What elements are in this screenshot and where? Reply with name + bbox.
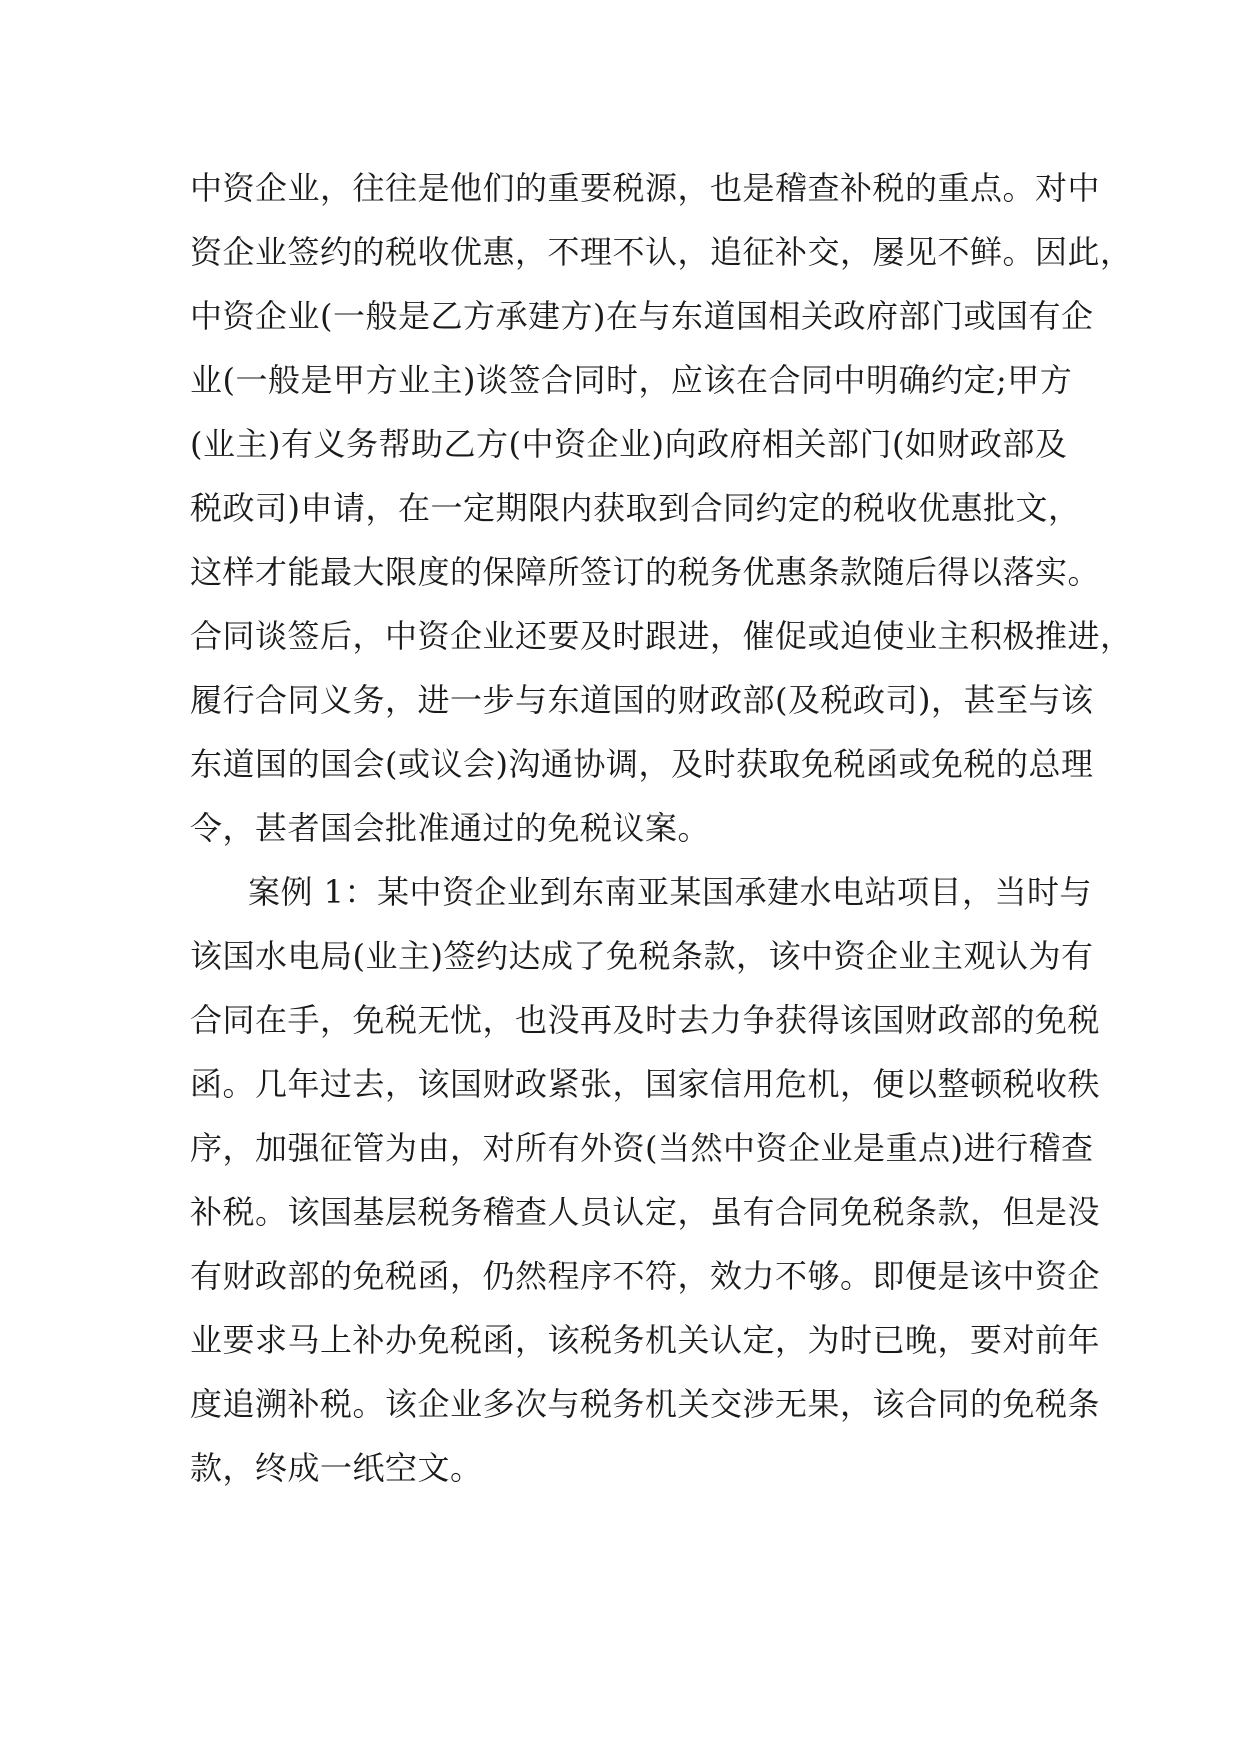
text-line: 业要求马上补办免税函，该税务机关认定，为时已晚，要对前年 xyxy=(190,1321,1101,1359)
text-line: 合同在手，免税无忧，也没再及时去力争获得该国财政部的免税 xyxy=(190,1001,1101,1039)
text-line: 资企业签约的税收优惠，不理不认，追征补交，屡见不鲜。因此， xyxy=(190,233,1133,271)
paragraph-tax-incentive-advice xyxy=(190,156,1133,860)
text-line: 税政司)申请，在一定期限内获取到合同约定的税收优惠批文， xyxy=(190,489,1081,527)
text-line: 业(一般是甲方业主)谈签合同时，应该在合同中明确约定;甲方 xyxy=(190,361,1073,399)
paragraph-case-study-1 xyxy=(190,860,1101,1500)
text-line: 合同谈签后，中资企业还要及时跟进，催促或迫使业主积极推进， xyxy=(190,617,1133,655)
text-line: 函。几年过去，该国财政紧张，国家信用危机，便以整顿税收秩 xyxy=(190,1065,1101,1103)
text-line: 中资企业(一般是乙方承建方)在与东道国相关政府部门或国有企 xyxy=(190,297,1094,335)
text-line: 案例 1：某中资企业到东南亚某国承建水电站项目，当时与 xyxy=(248,873,1093,911)
text-line: 序，加强征管为由，对所有外资(当然中资企业是重点)进行稽查 xyxy=(190,1129,1094,1167)
text-line: 中资企业，往往是他们的重要税源，也是稽查补税的重点。对中 xyxy=(190,169,1101,207)
text-line: 履行合同义务，进一步与东道国的财政部(及税政司)，甚至与该 xyxy=(190,681,1094,719)
text-line: (业主)有义务帮助乙方(中资企业)向政府相关部门(如财政部及 xyxy=(190,425,1068,463)
text-line: 令，甚者国会批准通过的免税议案。 xyxy=(190,809,711,847)
text-line: 这样才能最大限度的保障所签订的税务优惠条款随后得以落实。 xyxy=(190,553,1101,591)
text-line: 东道国的国会(或议会)沟通协调，及时获取免税函或免税的总理 xyxy=(190,745,1094,783)
text-line: 补税。该国基层税务稽查人员认定，虽有合同免税条款，但是没 xyxy=(190,1193,1101,1231)
text-line: 该国水电局(业主)签约达成了免税条款，该中资企业主观认为有 xyxy=(190,937,1094,975)
text-line: 款，终成一纸空文。 xyxy=(190,1449,483,1487)
text-line: 度追溯补税。该企业多次与税务机关交涉无果，该合同的免税条 xyxy=(190,1385,1101,1423)
text-line: 有财政部的免税函，仍然程序不符，效力不够。即便是该中资企 xyxy=(190,1257,1101,1295)
